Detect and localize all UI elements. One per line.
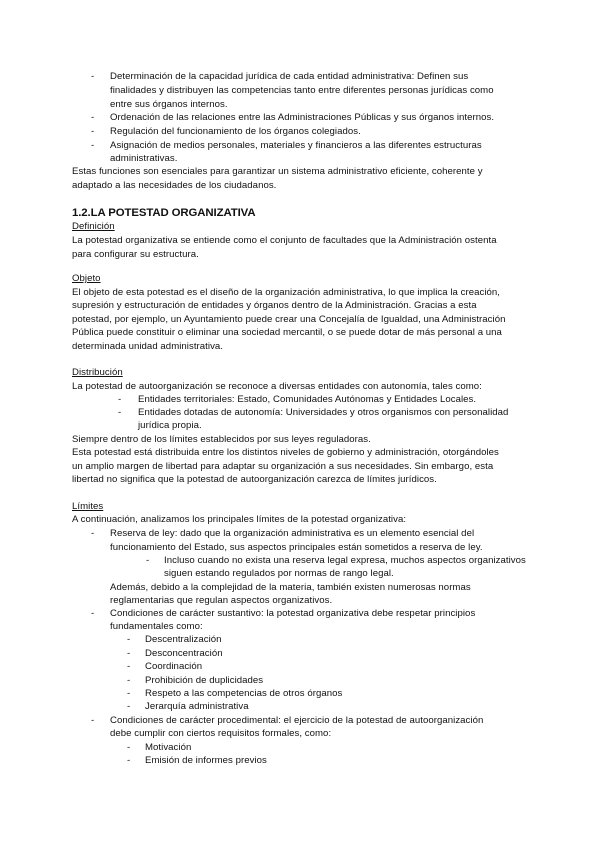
list-item-text: fundamentales como:	[110, 621, 203, 632]
paragraph-line: para configurar su estructura.	[72, 249, 199, 260]
paragraph-line: un amplio margen de libertad para adaptar su organización a sus necesidades. Sin embargo, esta	[72, 461, 494, 472]
list-item-text: Determinación de la capacidad jurídica de cada entidad administrativa: Definen sus	[110, 71, 469, 82]
paragraph-line: potestad, por ejemplo, un Ayuntamiento puede crear una Concejalía de Igualdad, una Administración	[72, 314, 506, 325]
list-item-text: Emisión de informes previos	[145, 755, 267, 766]
section-title: 1.2.LA POTESTAD ORGANIZATIVA	[72, 207, 256, 219]
list-dash: -	[127, 675, 131, 686]
list-item-text: Entidades territoriales: Estado, Comunidades Autónomas y Entidades Locales.	[138, 394, 477, 405]
list-item-text: Además, debido a la complejidad de la materia, también existen numerosas normas	[110, 582, 471, 593]
list-dash: -	[91, 608, 95, 619]
paragraph-line: Pública puede constituir o eliminar una sociedad mercantil, o se puede dotar de más personal a una	[72, 327, 502, 338]
paragraph-line: La potestad de autoorganización se reconoce a diversas entidades con autonomía, tales como:	[72, 381, 482, 392]
paragraph-line: supresión y estructuración de entidades y órganos dentro de la Administración. Gracias a esta	[72, 300, 477, 311]
list-dash: -	[91, 715, 95, 726]
list-dash: -	[91, 140, 95, 151]
list-dash: -	[127, 688, 131, 699]
paragraph-line: Estas funciones son esenciales para garantizar un sistema administrativo eficiente, coherente y	[72, 166, 483, 177]
list-dash: -	[127, 634, 131, 645]
list-dash: -	[127, 648, 131, 659]
list-item-text: Entidades dotadas de autonomía: Universidades y otros organismos con personalidad	[138, 407, 509, 418]
list-dash: -	[127, 755, 131, 766]
list-dash: -	[91, 71, 95, 82]
list-dash: -	[91, 112, 95, 123]
list-item-text: Prohibición de duplicidades	[145, 675, 264, 686]
subheading-definicion: Definición	[72, 221, 115, 232]
list-item-text: entre sus órganos internos.	[110, 99, 228, 110]
list-item-text: Jerarquía administrativa	[145, 701, 249, 712]
list-item-text: Asignación de medios personales, materiales y financieros a las diferentes estructuras	[110, 140, 482, 151]
paragraph-line: determinada unidad administrativa.	[72, 341, 224, 352]
subheading-limites: Límites	[72, 501, 104, 512]
paragraph-line: libertad no significa que la potestad de autoorganización carezca de límites jurídicos.	[72, 474, 437, 485]
list-dash: -	[146, 555, 150, 566]
list-item-text: Motivación	[145, 742, 192, 753]
list-dash: -	[118, 394, 122, 405]
list-item-text: Incluso cuando no exista una reserva legal expresa, muchos aspectos organizativos	[164, 555, 526, 566]
list-dash: -	[118, 407, 122, 418]
list-item-text: jurídica propia.	[138, 420, 202, 431]
paragraph-line: A continuación, analizamos los principales límites de la potestad organizativa:	[72, 514, 407, 525]
list-item-text: reglamentarias que regulan aspectos organizativos.	[110, 595, 333, 606]
list-item-text: Ordenación de las relaciones entre las Administraciones Públicas y sus órganos internos.	[110, 112, 495, 123]
subheading-distribucion: Distribución	[72, 367, 123, 378]
list-item-text: Reserva de ley: dado que la organización administrativa es un elemento esencial del	[110, 528, 475, 539]
list-item-text: Condiciones de carácter sustantivo: la potestad organizativa debe respetar principios	[110, 608, 476, 619]
list-item-text: Descentralización	[145, 634, 222, 645]
subheading-objeto: Objeto	[72, 273, 101, 284]
list-item-text: Coordinación	[145, 661, 203, 672]
paragraph-line: Esta potestad está distribuida entre los distintos niveles de gobierno y administración, otorgándoles	[72, 447, 499, 458]
list-dash: -	[91, 528, 95, 539]
list-dash: -	[91, 126, 95, 137]
paragraph-line: El objeto de esta potestad es el diseño de la organización administrativa, lo que implica la creación,	[72, 287, 501, 298]
list-item-text: funcionamiento del Estado, sus aspectos principales están sometidos a reserva de ley.	[110, 542, 483, 553]
paragraph-line: Siempre dentro de los límites establecidos por sus leyes reguladoras.	[72, 434, 371, 445]
list-item-text: Regulación del funcionamiento de los órganos colegiados.	[110, 126, 361, 137]
list-dash: -	[127, 661, 131, 672]
list-dash: -	[127, 742, 131, 753]
paragraph-line: adaptado a las necesidades de los ciudadanos.	[72, 180, 277, 191]
list-dash: -	[127, 701, 131, 712]
list-item-text: administrativas.	[110, 153, 178, 164]
paragraph-line: La potestad organizativa se entiende como el conjunto de facultades que la Administración ostenta	[72, 235, 497, 246]
list-item-text: Desconcentración	[145, 648, 223, 659]
list-item-text: debe cumplir con ciertos requisitos formales, como:	[110, 728, 332, 739]
list-item-text: Condiciones de carácter procedimental: el ejercicio de la potestad de autoorganización	[110, 715, 484, 726]
list-item-text: finalidades y distribuyen las competencias tanto entre diferentes personas jurídicas como	[110, 85, 494, 96]
list-item-text: siguen estando regulados por normas de rango legal.	[164, 568, 394, 579]
list-item-text: Respeto a las competencias de otros órganos	[145, 688, 343, 699]
